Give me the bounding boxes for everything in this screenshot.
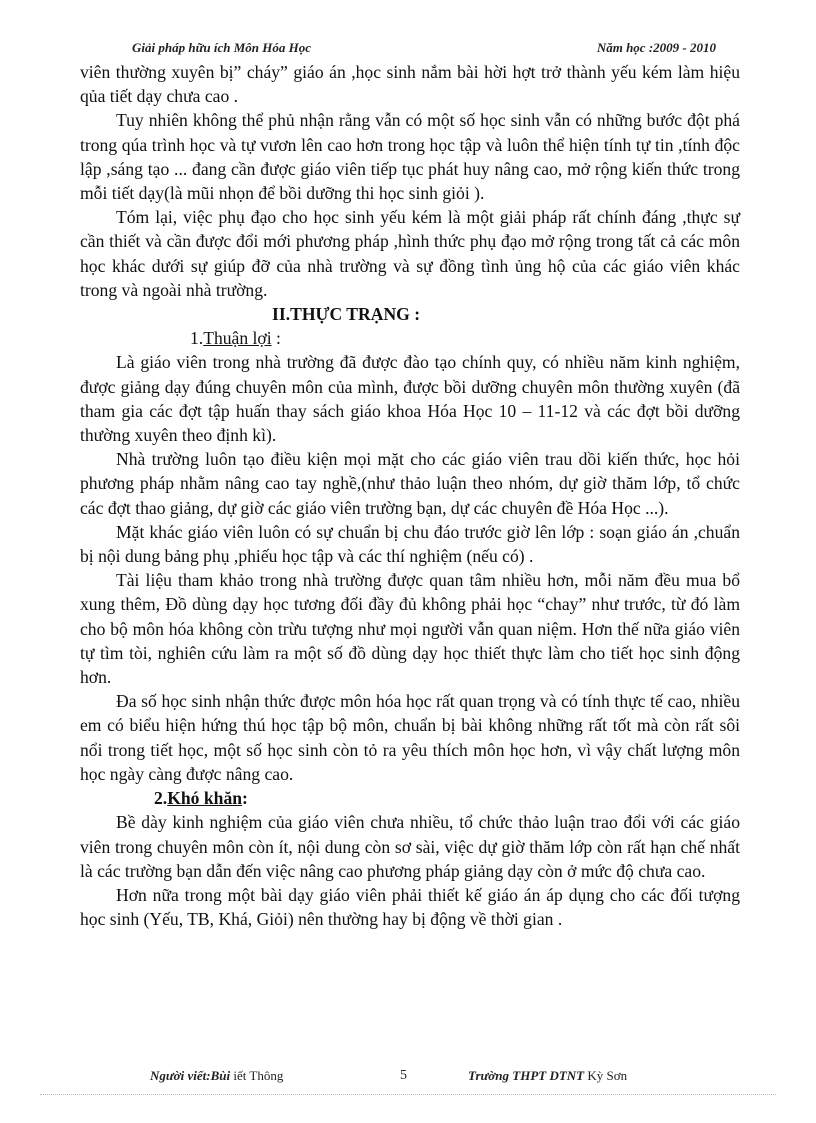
body-text [80, 60, 740, 931]
subheading-kho-khan [80, 786, 740, 810]
paragraph-school-support: Nhà trường luôn tạo điều kiện mọi mặt cho các giáo viên trau dồi kiến thức, học hỏi phương pháp nhằm nâng cao tay nghề,(như thảo luận theo nhóm, dự giờ thăm lớp, tổ chức các đợt thao giảng, dự giờ các giáo viên trường bạn, dự các chuyên đề Hóa Học ...). [80, 449, 740, 518]
subheading-colon: : [242, 788, 248, 809]
page-footer [150, 1068, 670, 1088]
paragraph-continuation: viên thường xuyên bị” cháy” giáo án ,học sinh nắm bài hời hợt trở thành yếu kém làm hiệu qủa tiết dạy chưa cao . [80, 62, 740, 107]
subheading-thuan-loi [80, 326, 740, 350]
footer-author [150, 1068, 283, 1084]
subheading-title: Thuận lợi [203, 328, 272, 349]
footer-school-label: Trường THPT DTNT [468, 1068, 585, 1083]
paragraph-summary: Tóm lại, việc phụ đạo cho học sinh yếu kém là một giải pháp rất chính đáng ,thực sự cần thiết và cần được đổi mới phương pháp ,hình thức phụ đạo mở rộng trong tất cả các môn học khác dưới sự giúp đỡ của nhà trường và sự đồng tình ủng hộ của các giáo viên khác trong và ngoài nhà trường. [80, 207, 740, 300]
subheading-colon: : [271, 328, 281, 349]
paragraph-time-pressure: Hơn nữa trong một bài dạy giáo viên phải thiết kế giáo án áp dụng cho các đối tượng học sinh (Yếu, TB, Khá, Giỏi) nên thường hay bị động về thời gian . [80, 884, 740, 930]
page-header [132, 38, 716, 60]
subheading-number: 1. [190, 328, 204, 349]
header-left-title: Giải pháp hữu ích Môn Hóa Học [132, 40, 311, 55]
paragraph-teacher-training: Là giáo viên trong nhà trường đã được đào tạo chính quy, có nhiều năm kinh nghiệm, được giảng dạy đúng chuyên môn của mình, được bồi dưỡng chuyên môn thường xuyên (đã tham gia các đợt tập huấn thay sách giáo khoa Hóa Học 10 – 11-12 và các đợt bồi dưỡng thường xuyên theo định kì). [80, 352, 740, 446]
header-school-year: Năm học :2009 - 2010 [596, 40, 716, 55]
section-heading-thuc-trang: II.THỰC TRẠNG : [272, 304, 421, 325]
footer-school-location: Kỳ Sơn [584, 1068, 628, 1083]
page-bottom-divider [40, 1094, 776, 1095]
paragraph-experience: Bề dày kinh nghiệm của giáo viên chưa nhiều, tổ chức thảo luận trao đổi với các giáo viên trong chuyên môn còn ít, nội dung còn sơ sài, việc dự giờ thăm lớp còn rất hạn chế nhất là các trường bạn dẫn đến việc nâng cao phương pháp giảng dạy còn ở mức độ chưa cao. [80, 812, 740, 881]
subheading-title: Khó khăn [167, 788, 243, 809]
paragraph-reference-materials: Tài liệu tham khảo trong nhà trường được quan tâm nhiều hơn, mỗi năm đều mua bổ xung thêm, Đồ dùng dạy học tương đối đầy đủ không phải học “chay” như trước, từ đó làm cho bộ môn hóa không còn trừu tượng như mọi người vẫn quan niệm. Hơn thế nữa giáo viên tự tìm tòi, nghiên cứu làm ra một số đồ dùng dạy học thiết thực làm cho tiết học sinh động hơn. [80, 570, 740, 688]
footer-author-label: Người viết:Bùi [150, 1068, 234, 1083]
footer-author-name: iết Thông [233, 1068, 284, 1083]
page-number: 5 [400, 1068, 407, 1083]
footer-school [468, 1068, 627, 1084]
paragraph-student-awareness: Đa số học sinh nhận thức được môn hóa học rất quan trọng và có tính thực tế cao, nhiều em có biểu hiện hứng thú học tập bộ môn, chuẩn bị bài không những rất tốt mà còn rất sôi nổi trong tiết học, một số học sinh còn tỏ ra yêu thích môn học hơn, vì vậy chất lượng môn học ngày càng được nâng cao. [80, 691, 740, 784]
subheading-number: 2. [154, 788, 168, 809]
paragraph-lesson-preparation: Mặt khác giáo viên luôn có sự chuẩn bị chu đáo trước giờ lên lớp : soạn giáo án ,chuẩn bị nội dung bảng phụ ,phiếu học tập và các thí nghiệm (nếu có) . [80, 521, 740, 567]
paragraph-exceptions: Tuy nhiên không thể phủ nhận rằng vẫn có một số học sinh vẫn có những bước đột phá trong qúa trình học và tự vươn lên cao hơn trong học tập và luôn thể hiện tính tự tin ,tính độc lập ,sáng tạo ... đang cần được giáo viên tiếp tục phát huy nâng cao, mở rộng kiến thức trong mỗi tiết dạy(là mũi nhọn để bồi dưỡng thi học sinh giỏi ). [80, 110, 740, 204]
